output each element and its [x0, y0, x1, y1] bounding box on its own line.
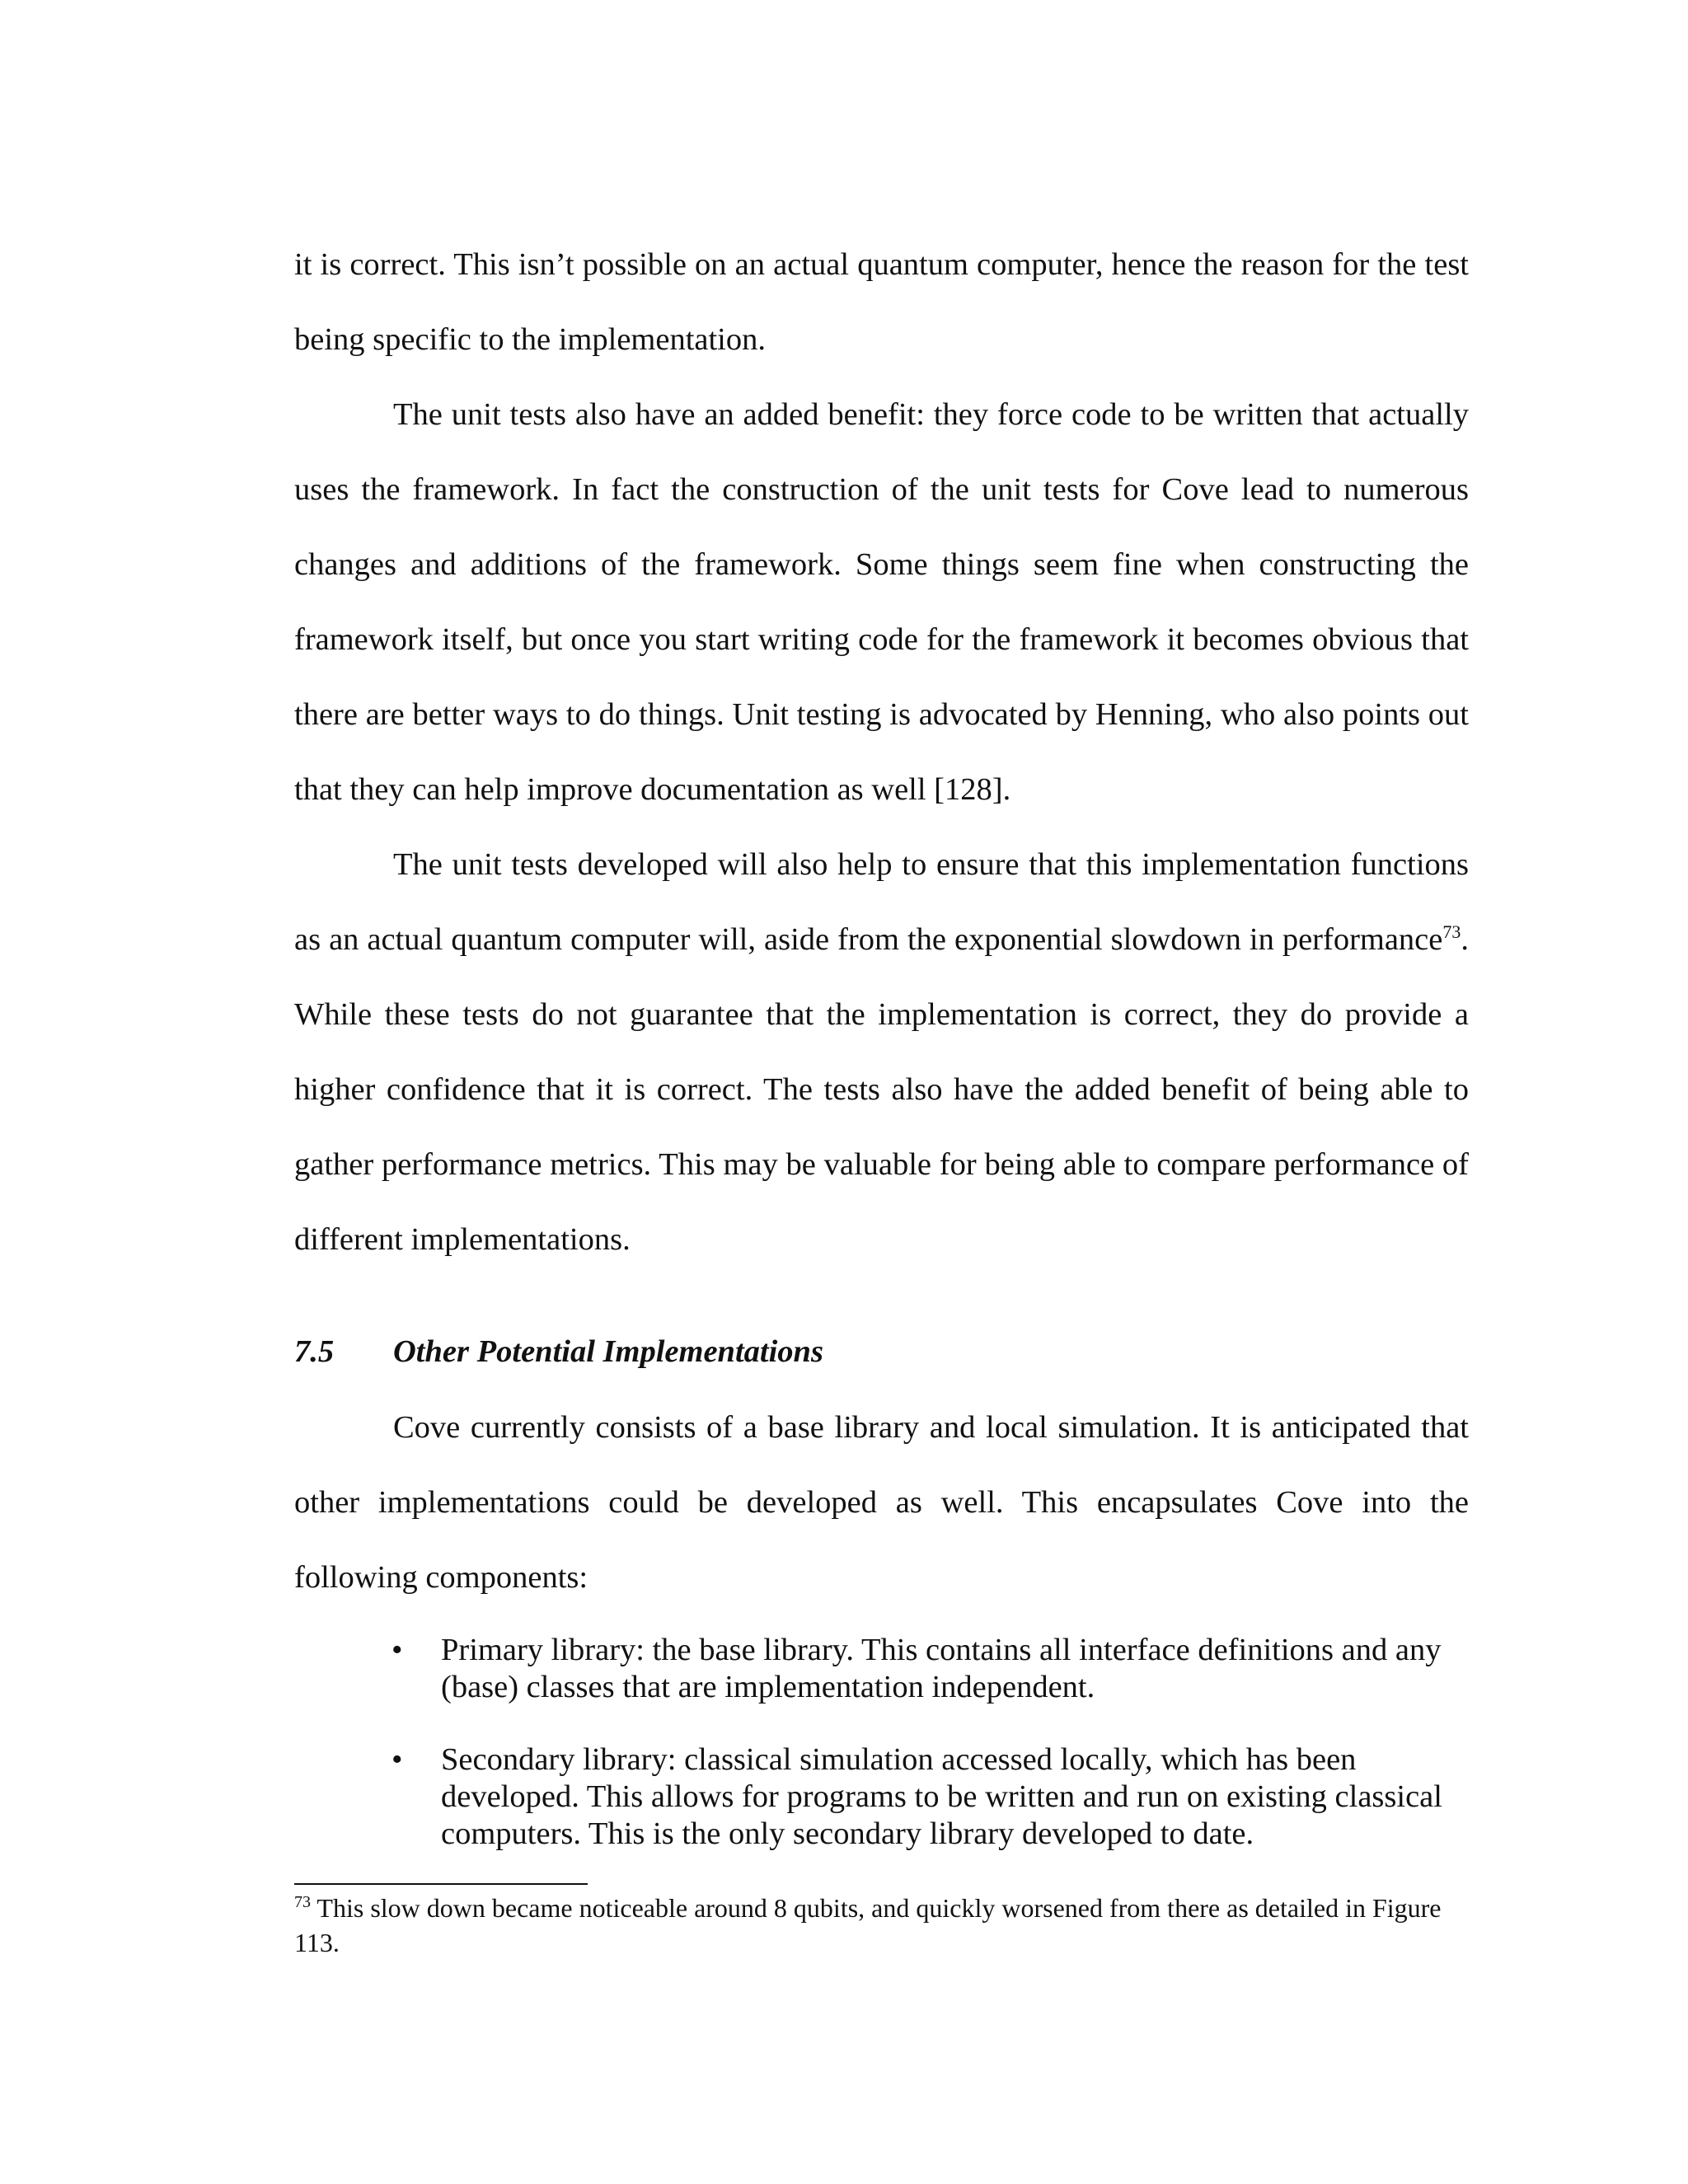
footnote-divider: [294, 1883, 588, 1885]
footnote-marker: 73: [294, 1893, 311, 1911]
list-item: [387, 1741, 1469, 1853]
paragraph-text-end: . While these tests do not guarantee that the implementation is correct, they do provide a higher confidence that it is correct. The tests also have the added benefit of being able to gather performance metrics. This may be valuable for being able to compare performance of different implementations.: [294, 922, 1469, 1257]
footnote: [294, 1891, 1469, 1960]
section-title: Other Potential Implementations: [393, 1334, 823, 1369]
paragraph-cove-components: Cove currently consists of a base library and local simulation. It is anticipated that other implementations could be developed as well. This encapsulates Cove into the following components:: [294, 1410, 1469, 1595]
section-heading: [294, 1331, 823, 1372]
bullet-icon: •: [392, 1742, 403, 1777]
paragraph-unit-tests-confidence: [294, 827, 1469, 1277]
paragraph-continued: it is correct. This isn’t possible on an actual quantum computer, hence the reason for the test being specific to the implementation.: [294, 247, 1469, 357]
paragraph-unit-tests-benefit: The unit tests also have an added benefit: they force code to be written that actually uses the framework. In fact the construction of the unit tests for Cove lead to numerous changes and additions of the framework. Some things seem fine when constructing the framework itself, but once you start writing code for the framework it becomes obvious that there are better ways to do things. Unit testing is advocated by Henning, who also points out that they can help improve documentation as well [128].: [294, 397, 1469, 807]
list-item-text: Primary library: the base library. This contains all interface definitions and any (base) classes that are implementation independent.: [441, 1633, 1442, 1704]
list-item-text: Secondary library: classical simulation accessed locally, which has been developed. This allows for programs to be written and run on existing classical computers. This is the only secondary library developed to date.: [441, 1742, 1442, 1851]
paragraph-text-start: The unit tests developed will also help to ensure that this implementation functions as an actual quantum computer will, aside from the exponential slowdown in performance: [294, 847, 1469, 957]
list-item: [387, 1632, 1469, 1706]
section-number: 7.5: [294, 1334, 335, 1369]
components-list: [387, 1632, 1469, 1888]
footnote-text: This slow down became noticeable around 8 qubits, and quickly worsened from there as detailed in Figure 113.: [294, 1893, 1442, 1957]
bullet-icon: •: [392, 1633, 403, 1667]
footnote-reference[interactable]: 73: [1442, 921, 1461, 942]
